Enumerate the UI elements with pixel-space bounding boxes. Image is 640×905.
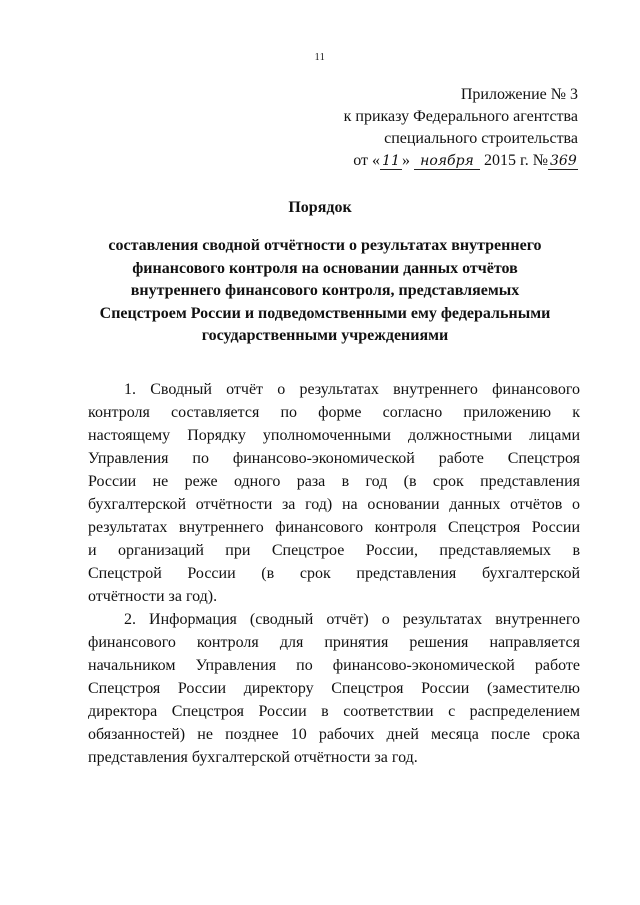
- appendix-title: Приложение № 3: [460, 86, 578, 103]
- date-mid: »: [401, 152, 414, 169]
- appendix-date-line: [344, 150, 578, 172]
- subtitle-line: финансового контроля на основании данных отчётов: [132, 259, 518, 277]
- document-body: [88, 378, 580, 769]
- document-subtitle: [80, 235, 570, 348]
- paragraph-line: представления бухгалтерской отчётности за год.: [88, 749, 418, 766]
- appendix-order-ref: к приказу Федерального агентства: [343, 108, 578, 125]
- subtitle-line: составления сводной отчётности о результатах внутреннего: [108, 237, 542, 254]
- paragraph-1: [88, 378, 580, 608]
- paragraph-line: финансового контроля для принятия решения направляется: [88, 634, 580, 651]
- paragraph-line: отчётности за год).: [88, 588, 218, 605]
- paragraph-line: результатах внутреннего финансового контроля Спецстроя России: [88, 519, 580, 536]
- paragraph-line: 1. Сводный отчёт о результатах внутреннего финансового: [124, 381, 580, 398]
- subtitle-line: государственными учреждениями: [201, 327, 449, 344]
- date-prefix: от «: [353, 152, 380, 169]
- document-title: Порядок: [288, 199, 352, 216]
- paragraph-line: начальником Управления по финансово-экономической работе: [88, 657, 580, 674]
- subtitle-line: внутреннего финансового контроля, представляемых: [130, 282, 520, 299]
- subtitle-line: Спецстроем России и подведомственными ему федеральными: [99, 304, 551, 322]
- appendix-agency: специального строительства: [384, 130, 578, 147]
- paragraph-line: бухгалтерской отчётности за год) на основании данных отчётов о: [88, 496, 580, 513]
- paragraph-line: директора Спецстроя России в соответствии с распределением: [88, 703, 580, 720]
- paragraph-line: и организаций при Спецстрое России, представляемых в: [88, 542, 580, 559]
- handwritten-day: 11: [380, 153, 402, 170]
- paragraph-line: Спецстроя России директору Спецстроя России (заместителю: [88, 680, 580, 697]
- paragraph-line: 2. Информация (сводный отчёт) о результатах внутреннего: [124, 611, 580, 628]
- paragraph-line: контроля составляется по форме согласно приложению к: [88, 404, 580, 421]
- paragraph-line: России не реже одного раза в год (в срок представления: [88, 473, 580, 490]
- page-number: 11: [314, 52, 326, 63]
- paragraph-line: обязанностей) не позднее 10 рабочих дней месяца после срока: [88, 726, 580, 743]
- paragraph-2: [88, 608, 580, 769]
- handwritten-order-number: 369: [550, 153, 577, 169]
- paragraph-line: Спецстрой России (в срок представления бухгалтерской: [88, 565, 580, 582]
- paragraph-line: Управления по финансово-экономической работе Спецстроя: [88, 450, 580, 467]
- appendix-header: [344, 84, 578, 172]
- handwritten-month: ноября: [414, 153, 480, 170]
- date-suffix: 2015 г. №: [479, 152, 548, 169]
- paragraph-line: настоящему Порядку уполномоченными должностными лицами: [88, 427, 580, 444]
